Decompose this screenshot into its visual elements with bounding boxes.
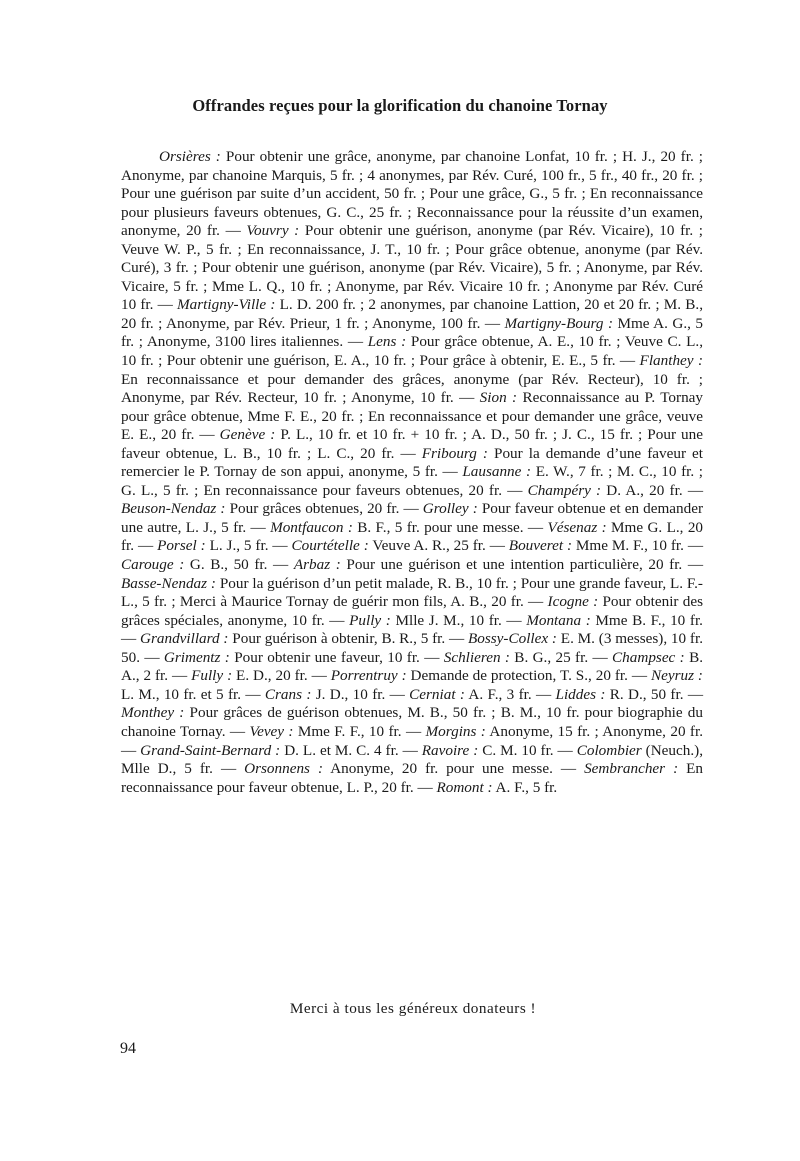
- donation-text: En reconnaissance et pour demander des grâces, anonyme (par Rév. Recteur), 10 fr. ; Anonyme, par Rév. Recteur, 10 fr. ; Anonyme, 10 fr. —: [121, 370, 703, 407]
- donation-text: A. F., 3 fr. —: [464, 685, 556, 703]
- donation-text: Mme A. G., 5 fr. ; Anonyme, 3100 lires italiennes. —: [121, 314, 704, 351]
- place-name: Fribourg :: [421, 444, 488, 462]
- donation-text: Pour la demande d’une faveur et remercier le P. Tornay de son appui, anonyme, 5 fr. —: [121, 444, 704, 481]
- page-number: 94: [120, 1040, 136, 1057]
- place-name: Cerniat :: [409, 685, 465, 703]
- place-name: Neyruz :: [650, 667, 703, 685]
- place-name: Sion :: [479, 389, 518, 407]
- donation-text: D. A., 20 fr. —: [601, 481, 704, 499]
- place-name: Ravoire :: [421, 741, 479, 759]
- donation-text: Pour grâce obtenue, A. E., 10 fr. ; Veuve C. L., 10 fr. ; Pour obtenir une guérison, E. A., 10 fr. ; Pour grâce à obtenir, E. E., 5 fr. —: [121, 333, 703, 370]
- place-name: Morgins :: [425, 722, 486, 740]
- place-name: Vésenaz :: [547, 518, 607, 536]
- donation-text: D. L. et M. C. 4 fr. —: [280, 741, 422, 759]
- donation-text: Pour guérison à obtenir, B. R., 5 fr. —: [228, 630, 468, 648]
- place-name: Genève :: [219, 426, 276, 444]
- donation-text: B. A., 2 fr. —: [121, 648, 704, 685]
- donation-text: Anonyme, 15 fr. ; Anonyme, 20 fr. —: [121, 722, 703, 759]
- donation-text: J. D., 10 fr. —: [311, 685, 410, 703]
- donation-text: Anonyme, 20 fr. pour une messe. —: [323, 760, 585, 778]
- donation-text: Pour obtenir une faveur, 10 fr. —: [229, 648, 444, 666]
- donation-text: G. B., 50 fr. —: [184, 556, 294, 574]
- place-name: Grimentz :: [163, 648, 230, 666]
- donation-text: L. J., 5 fr. —: [205, 537, 292, 555]
- place-name: Orsières :: [159, 148, 221, 165]
- place-name: Monthey :: [121, 704, 185, 722]
- place-name: Grandvillard :: [140, 630, 229, 648]
- place-name: Montana :: [526, 611, 591, 629]
- place-name: Champsec :: [612, 648, 685, 666]
- place-name: Flanthey :: [639, 352, 703, 370]
- place-name: Lens :: [367, 333, 407, 351]
- place-name: Montfaucon :: [270, 518, 353, 536]
- donation-text: Pour faveur obtenue et en demander une autre, L. J., 5 fr. —: [121, 500, 704, 536]
- donation-text: Pour obtenir une grâce, anonyme, par chanoine Lonfat, 10 fr. ; H. J., 20 fr. ; Anonyme, par chanoine Marquis, 5 fr. ; 4 anonymes, par Rév. Curé, 100 fr., 5 fr., 40 fr., 20 fr. ; Pour une guérison par suite d’un accident, 50 fr. ; Pour une grâce, G., 5 fr. ; En reconnaissance pour plusieurs faveurs obtenues, G. C., 25 fr. ; Reconnaissance pour la réussite d’un examen, anonyme, 20 fr. —: [121, 148, 704, 240]
- place-name: Bouveret :: [508, 537, 573, 555]
- donation-text: Mlle J. M., 10 fr. —: [390, 611, 527, 629]
- place-name: Fully :: [191, 667, 233, 685]
- donation-text: Pour grâces obtenues, 20 fr. —: [225, 500, 423, 518]
- page-title: Offrandes reçues pour la glorification du chanoine Tornay: [192, 96, 608, 115]
- place-name: Beuson-Nendaz :: [121, 500, 226, 518]
- place-name: Pully :: [349, 611, 391, 629]
- place-name: Grolley :: [422, 500, 478, 518]
- donation-text: Pour obtenir une guérison, anonyme (par Rév. Vicaire), 10 fr. ; Veuve W. P., 5 fr. ; En reconnaissance, J. T., 10 fr. ; Pour grâce obtenue, anonyme (par Rév. Curé), 3 fr. ; Pour obtenir une guérison, anonyme (par Rév. Vicaire), 5 fr. ; Anonyme, par Rév. Vicaire, 5 fr. ; Mme L. Q., 10 fr. ; Anonyme, par Rév. Vicaire 10 fr. ; Anonyme par Rév. Curé 10 fr. —: [121, 222, 704, 314]
- donation-text: E. W., 7 fr. ; M. C., 10 fr. ; G. L., 5 fr. ; En reconnaissance pour faveurs obtenues, 20 fr. —: [121, 463, 703, 499]
- place-name: Carouge :: [121, 556, 185, 574]
- place-name: Martigny-Bourg :: [504, 314, 614, 332]
- donation-text: C. M. 10 fr. —: [478, 741, 577, 759]
- place-name: Bossy-Collex :: [467, 630, 557, 648]
- donation-text: Pour grâces de guérison obtenues, M. B., 50 fr. ; B. M., 10 fr. pour biographie du chanoine Tornay. —: [121, 704, 703, 740]
- place-name: Orsonnens :: [244, 760, 324, 778]
- donation-list-paragraph: [121, 148, 703, 797]
- place-name: Sembrancher :: [584, 760, 679, 778]
- place-name: Schlieren :: [443, 648, 510, 666]
- place-name: Arbaz :: [293, 556, 341, 574]
- donation-text: (Neuch.), Mlle D., 5 fr. —: [121, 741, 704, 778]
- donation-text: Mme B. F., 10 fr. —: [121, 611, 703, 648]
- place-name: Romont :: [436, 778, 493, 796]
- place-name: Vevey :: [249, 722, 294, 740]
- place-name: Courtételle :: [291, 537, 369, 555]
- place-name: Champéry :: [527, 481, 602, 499]
- donation-text: A. F., 5 fr.: [492, 778, 558, 796]
- donation-text: Pour la guérison d’un petit malade, R. B., 10 fr. ; Pour une grande faveur, L. F.-L., 5 fr. ; Merci à Maurice Tornay de guérir mon fils, A. B., 20 fr. —: [121, 574, 703, 611]
- donation-text: Reconnaissance au P. Tornay pour grâce obtenue, Mme F. E., 20 fr. ; En reconnaissance et pour demander une grâce, veuve E. E., 20 fr. —: [121, 389, 704, 444]
- place-name: Porrentruy :: [330, 667, 407, 685]
- donation-text: Mme G. L., 20 fr. —: [121, 518, 704, 555]
- donation-text: Demande de protection, T. S., 20 fr. —: [406, 667, 651, 685]
- place-name: Martigny-Ville :: [177, 296, 276, 314]
- place-name: Vouvry :: [246, 222, 300, 240]
- donation-text: Pour une guérison et une intention particulière, 20 fr. —: [340, 556, 704, 574]
- place-name: Colombier: [576, 741, 642, 759]
- place-name: Basse-Nendaz :: [121, 574, 216, 592]
- donation-text: B. F., 5 fr. pour une messe. —: [352, 518, 548, 536]
- donation-text: B. G., 25 fr. —: [509, 648, 613, 666]
- donation-text: Mme F. F., 10 fr. —: [293, 722, 426, 740]
- donation-text: Mme M. F., 10 fr. —: [572, 537, 704, 555]
- donation-text: L. D. 200 fr. ; 2 anonymes, par chanoine Lattion, 20 et 20 fr. ; M. B., 20 fr. ; Anonyme, par Rév. Prieur, 1 fr. ; Anonyme, 100 fr. —: [121, 296, 703, 332]
- closing-thanks: Merci à tous les généreux donateurs !: [289, 1000, 537, 1017]
- donation-text: E. M. (3 messes), 10 fr. 50. —: [121, 630, 703, 666]
- donation-text: Pour obtenir des grâces spéciales, anonyme, 10 fr. —: [121, 593, 703, 629]
- place-name: Icogne :: [547, 593, 599, 611]
- donation-text: E. D., 20 fr. —: [232, 667, 331, 685]
- donation-text: R. D., 50 fr. —: [605, 685, 704, 703]
- place-name: Grand-Saint-Bernard :: [140, 741, 281, 759]
- place-name: Lausanne :: [462, 463, 532, 481]
- place-name: Liddes :: [555, 685, 606, 703]
- donation-text: L. M., 10 fr. et 5 fr. —: [121, 685, 265, 703]
- place-name: Crans :: [264, 685, 312, 703]
- donation-text: P. L., 10 fr. et 10 fr. + 10 fr. ; A. D., 50 fr. ; J. C., 15 fr. ; Pour une faveur obtenue, L. B., 10 fr. ; L. C., 20 fr. —: [121, 426, 703, 462]
- donation-text: En reconnaissance pour faveur obtenue, L. P., 20 fr. —: [121, 760, 704, 796]
- donation-text: Veuve A. R., 25 fr. —: [368, 537, 509, 555]
- place-name: Porsel :: [157, 537, 206, 555]
